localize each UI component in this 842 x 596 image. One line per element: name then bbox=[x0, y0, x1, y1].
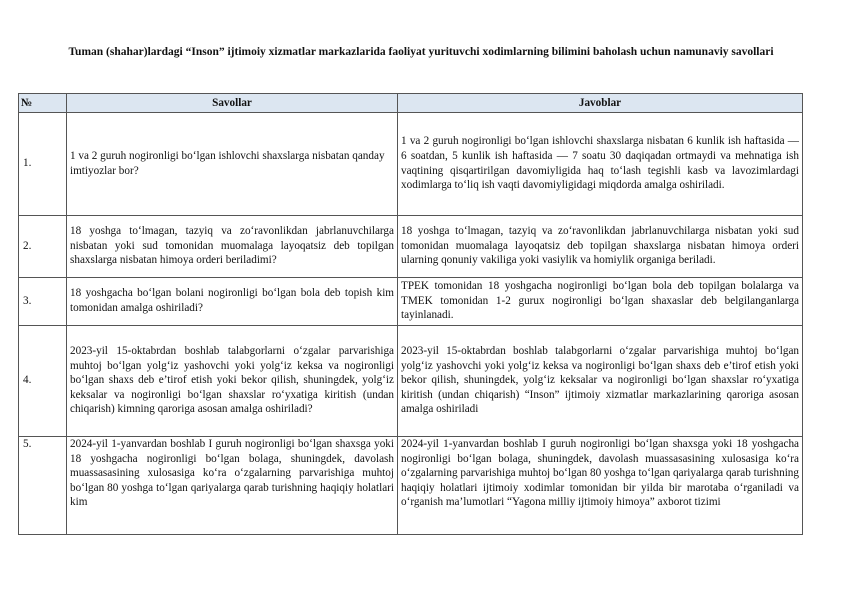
answer-cell: 2023-yil 15-oktabrdan boshlab talabgorlarni o‘zgalar parvarishiga muhtoj bo‘lgan yolg‘iz yashovchi yoki yolg‘iz keksa va nogironligi bo‘lgan shaxs deb e’tirof etish yoki bekor qilish, shuningdek, yolg‘iz keksalar va nogironligi bo‘lgan shaxslar ro‘yxatiga kiritish (undan chiqarish) “Inson” ijtimoiy xizmatlar markazlarining qaroriga asosan amalga oshiriladi bbox=[398, 326, 803, 437]
row-number: 4. bbox=[19, 326, 67, 437]
answer-cell: TPEK tomonidan 18 yoshgacha nogironligi bo‘lgan bola deb topilgan bolalarga va TMEK tomonidan 1-2 gurux nogironligi bo‘lgan shaxaslar deb belgilanganlarga tayinlanadi. bbox=[398, 278, 803, 326]
table-row bbox=[19, 278, 803, 326]
answer-cell: 1 va 2 guruh nogironligi bo‘lgan ishlovchi shaxslarga nisbatan 6 kunlik ish haftasida — 6 soatdan, 5 kunlik ish haftasida — 7 soatu 30 daqiqadan ortmaydi va mehnatiga ish vaqtining qisqartirilgan davomiyligida haq to‘lash tegishli kasb va lavozimlardagi xodimlarga to‘liq ish vaqti davomiyligidagi miqdorda amalga oshiriladi. bbox=[398, 113, 803, 216]
answer-cell: 2024-yil 1-yanvardan boshlab I guruh nogironligi bo‘lgan shaxsga yoki 18 yoshgacha nogironligi bo‘lgan bolaga, shuningdek, davolash muassasasining xulosasiga ko‘ra o‘zgalarning parvarishiga muhtoj bo‘lgan 80 yoshga to‘lgan qariyalarga qarab turishning haqiqiy holatlari ijtimoiy xodimlar tomonidan bir yilda bir marotaba o‘rganiladi va o‘rganish ma’lumotlari “Yagona milliy ijtimoiy himoya” axborot tizimi bbox=[398, 437, 803, 535]
document-title: Tuman (shahar)lardagi “Inson” ijtimoiy xizmatlar markazlarida faoliyat yurituvchi xodimlarning bilimini baholash uchun namunaviy savollari bbox=[68, 46, 774, 58]
answer-cell: 18 yoshga to‘lmagan, tazyiq va zo‘ravonlikdan jabrlanuvchilarga nisbatan yoki sud tomonidan muomalaga layoqatsiz deb topilgan shaxslarga nisbatan himoya orderi ularning qonuniy vakiliga yoki vasiylik va homiylik organiga beriladi. bbox=[398, 216, 803, 278]
header-number: № bbox=[19, 94, 67, 113]
table-row bbox=[19, 326, 803, 437]
question-cell: 18 yoshga to‘lmagan, tazyiq va zo‘ravonlikdan jabrlanuvchilarga nisbatan yoki sud tomonidan muomalaga layoqatsiz deb topilgan shaxslarga nisbatan himoya orderi beriladimi? bbox=[67, 216, 398, 278]
questions-answers-table bbox=[18, 93, 803, 535]
row-number: 2. bbox=[19, 216, 67, 278]
question-cell: 18 yoshgacha bo‘lgan bolani nogironligi bo‘lgan bola deb topish kim tomonidan amalga oshiriladi? bbox=[67, 278, 398, 326]
row-number: 3. bbox=[19, 278, 67, 326]
table-row bbox=[19, 113, 803, 216]
header-questions: Savollar bbox=[67, 94, 398, 113]
header-answers: Javoblar bbox=[398, 94, 803, 113]
question-cell: 2023-yil 15-oktabrdan boshlab talabgorlarni o‘zgalar parvarishiga muhtoj bo‘lgan yolg‘iz yashovchi yoki yolg‘iz keksa va nogironligi bo‘lgan shaxs deb e’tirof etish yoki bekor qilish, shuningdek, yolg‘iz keksalar va nogironligi bo‘lgan shaxslar ro‘yxatiga kiritish (undan chiqarish) kimning qaroriga asosan amalga oshiriladi? bbox=[67, 326, 398, 437]
question-cell: 1 va 2 guruh nogironligi bo‘lgan ishlovchi shaxslarga nisbatan qanday imtiyozlar bor? bbox=[67, 113, 398, 216]
question-cell: 2024-yil 1-yanvardan boshlab I guruh nogironligi bo‘lgan shaxsga yoki 18 yoshgacha nogironligi bo‘lgan bolaga, shuningdek, davolash muassasasining xulosasiga ko‘ra o‘zgalarning parvarishiga muhtoj bo‘lgan 80 yoshga to‘lgan qariyalarga qarab turishning haqiqiy holatlari kim bbox=[67, 437, 398, 535]
table-row bbox=[19, 216, 803, 278]
row-number: 5. bbox=[19, 437, 67, 535]
table-header-row bbox=[19, 94, 803, 113]
row-number: 1. bbox=[19, 113, 67, 216]
table-row bbox=[19, 437, 803, 535]
